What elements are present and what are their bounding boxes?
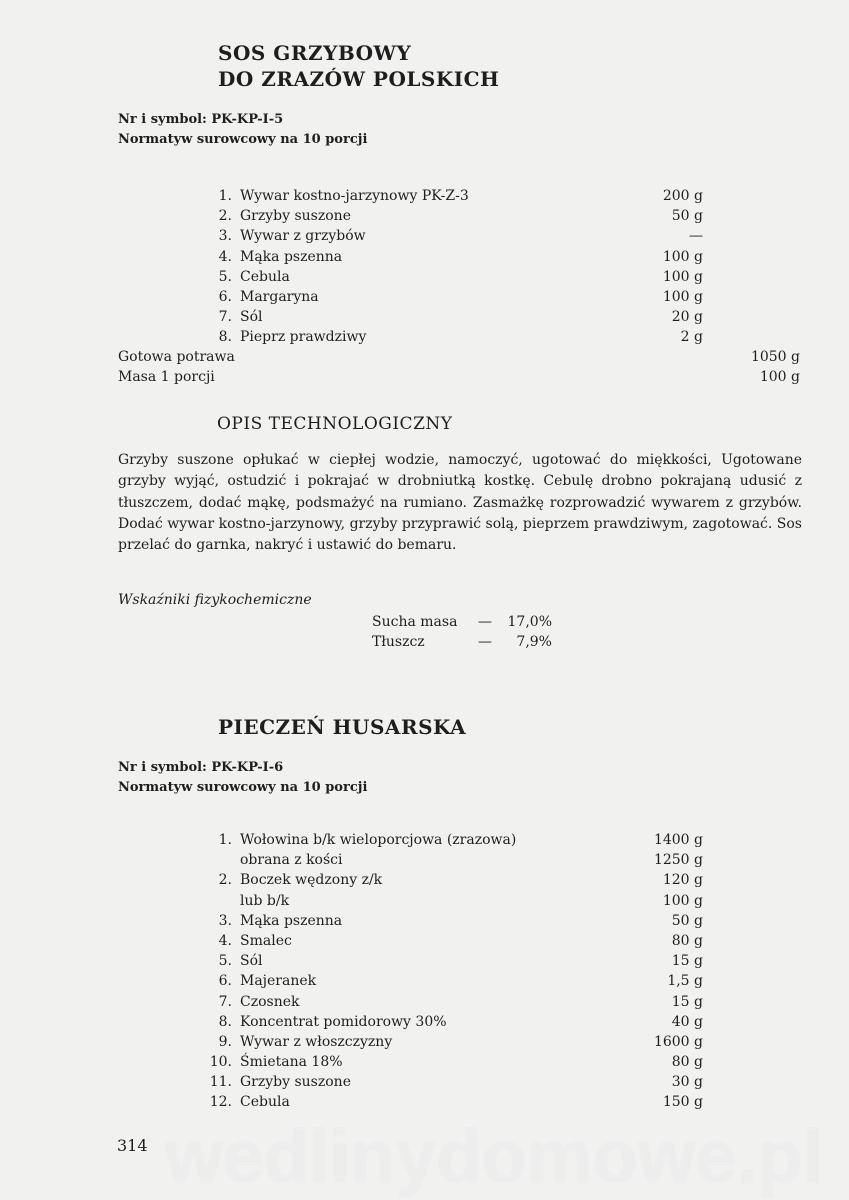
portion-weight-row [0, 367, 849, 387]
ingredient-number: 6. [218, 288, 232, 305]
ingredient-row [0, 951, 849, 971]
portion-value: 100 g [759, 369, 800, 386]
ingredient-row [0, 1072, 849, 1092]
ingredient-quantity: 120 g [662, 872, 703, 889]
ingredient-row [0, 931, 849, 951]
ingredient-quantity: 20 g [671, 309, 703, 326]
ingredient-quantity: 1400 g [653, 832, 703, 848]
ingredient-name: Majeranek [240, 973, 317, 990]
ingredient-quantity: 50 g [671, 208, 703, 225]
ingredient-quantity: 100 g [662, 248, 703, 265]
ingredient-quantity: 40 g [671, 1013, 703, 1030]
ingredient-quantity: 80 g [671, 932, 703, 949]
recipe-symbol: Nr i symbol: PK-KP-I-5 [118, 112, 284, 127]
ingredient-number: 4. [218, 248, 232, 265]
ingredient-quantity: 30 g [671, 1074, 703, 1091]
ingredient-number: 1. [218, 188, 232, 204]
ingredient-quantity: 200 g [662, 188, 703, 204]
ingredient-name: Wywar z grzybów [240, 228, 366, 245]
recipe1-title [218, 40, 499, 92]
ingredient-number: 3. [218, 912, 232, 929]
ingredient-name: Koncentrat pomidorowy 30% [240, 1013, 447, 1030]
ingredient-row [0, 1092, 849, 1112]
page-number: 314 [117, 1136, 148, 1155]
yield-block [0, 347, 849, 387]
recipe2-title: PIECZEŃ HUSARSKA [218, 715, 467, 739]
indicator-value: 17,0% [507, 614, 552, 630]
title-line-2: DO ZRAZÓW POLSKICH [218, 67, 500, 91]
ingredient-number: 2. [218, 872, 232, 889]
ingredient-name: Cebula [240, 1094, 290, 1111]
ingredient-row [0, 247, 849, 267]
ingredient-number: 7. [218, 309, 232, 326]
ingredient-number: 10. [209, 1054, 232, 1071]
ingredient-number: 8. [218, 1013, 232, 1030]
ingredient-name: Margaryna [240, 288, 319, 305]
indicators-list [372, 612, 552, 652]
ingredient-quantity: 1,5 g [667, 973, 703, 990]
portion-label: Masa 1 porcji [118, 369, 215, 386]
ingredient-name: Grzyby suszone [240, 1074, 351, 1091]
ingredient-row [0, 287, 849, 307]
ingredient-number: 2. [218, 208, 232, 225]
ingredient-row [0, 891, 849, 911]
indicator-value: 7,9% [516, 634, 552, 650]
ingredient-quantity: 100 g [662, 288, 703, 305]
ingredient-row [0, 992, 849, 1012]
ingredient-quantity: 100 g [662, 892, 703, 909]
indicator-row [372, 632, 552, 652]
ingredient-quantity: 80 g [671, 1054, 703, 1071]
ready-weight-row [0, 347, 849, 367]
ingredient-quantity: 2 g [680, 329, 703, 346]
ingredient-quantity: 1250 g [653, 852, 703, 869]
ingredient-name: Boczek wędzony z/k [240, 872, 383, 889]
ingredient-number: 11. [209, 1074, 232, 1091]
ingredient-name: obrana z kości [240, 852, 343, 869]
indicator-dash: — [478, 614, 492, 630]
ingredient-name: Sól [240, 953, 263, 970]
ingredient-row [0, 971, 849, 991]
ingredient-quantity: — [689, 228, 703, 245]
ingredient-name: Wywar z włoszczyzny [240, 1033, 393, 1050]
ingredient-list-1 [0, 186, 849, 348]
title-line-1: SOS GRZYBOWY [218, 41, 412, 65]
ingredient-name: lub b/k [240, 892, 290, 909]
ingredient-number: 7. [218, 993, 232, 1010]
description-paragraph: Grzyby suszone opłukać w ciepłej wodzie, namoczyć, ugotować do miękkości, Ugotowane grzyby wyjąć, ostudzić i pokrajać w drobniutką kostkę. Cebulę drobno pokrajaną udusić z tłuszczem, dodać mąkę, podsmażyć na rumiano. Zasmażkę rozprowadzić wywarem z grzybów. Dodać wywar kostno-jarzynowy, grzyby przyprawić solą, pieprzem prawdziwym, zagotować. Sos przelać do garnka, nakryć i ustawić do bemaru. [118, 452, 802, 554]
ingredient-row [0, 267, 849, 287]
ready-value: 1050 g [750, 349, 800, 365]
ingredient-name: Pieprz prawdziwy [240, 329, 367, 346]
ingredient-number: 1. [218, 832, 232, 848]
ingredient-row [0, 1052, 849, 1072]
ready-label: Gotowa potrawa [118, 349, 235, 365]
ingredient-quantity: 1600 g [653, 1033, 703, 1050]
ingredient-row [0, 830, 849, 850]
ingredient-quantity: 100 g [662, 268, 703, 285]
recipe-norm: Normatyw surowcowy na 10 porcji [118, 780, 368, 795]
ingredient-row [0, 1012, 849, 1032]
ingredient-list-2 [0, 830, 849, 1113]
ingredient-name: Śmietana 18% [240, 1054, 343, 1071]
ingredient-name: Wołowina b/k wieloporcjowa (zrazowa) [240, 832, 517, 848]
indicator-row [372, 612, 552, 632]
ingredient-number: 3. [218, 228, 232, 245]
indicators-heading: Wskaźniki fizykochemiczne [118, 592, 312, 608]
ingredient-number: 5. [218, 953, 232, 970]
ingredient-name: Mąka pszenna [240, 912, 343, 929]
indicator-label: Sucha masa [372, 614, 458, 630]
ingredient-name: Smalec [240, 932, 292, 949]
ingredient-name: Mąka pszenna [240, 248, 343, 265]
ingredient-row [0, 911, 849, 931]
ingredient-number: 8. [218, 329, 232, 346]
ingredient-row [0, 226, 849, 246]
ingredient-quantity: 15 g [671, 993, 703, 1010]
ingredient-row [0, 307, 849, 327]
recipe1-meta [118, 110, 367, 150]
ingredient-name: Czosnek [240, 993, 300, 1010]
ingredient-name: Cebula [240, 268, 290, 285]
ingredient-number: 4. [218, 932, 232, 949]
ingredient-row [0, 186, 849, 206]
indicator-dash: — [478, 634, 492, 650]
watermark: wedlinydomowe.pl [165, 1115, 823, 1198]
ingredient-number: 9. [218, 1033, 232, 1050]
ingredient-number: 12. [209, 1094, 232, 1111]
indicator-label: Tłuszcz [372, 634, 425, 650]
recipe2-meta [118, 758, 367, 798]
section-heading: OPIS TECHNOLOGICZNY [217, 414, 453, 434]
ingredient-number: 6. [218, 973, 232, 990]
recipe-symbol: Nr i symbol: PK-KP-I-6 [118, 760, 284, 775]
ingredient-quantity: 150 g [662, 1094, 703, 1111]
ingredient-row [0, 870, 849, 890]
ingredient-row [0, 1032, 849, 1052]
ingredient-name: Grzyby suszone [240, 208, 351, 225]
ingredient-quantity: 15 g [671, 953, 703, 970]
ingredient-row [0, 850, 849, 870]
ingredient-row [0, 327, 849, 347]
ingredient-name: Sól [240, 309, 263, 326]
ingredient-quantity: 50 g [671, 912, 703, 929]
ingredient-name: Wywar kostno-jarzynowy PK-Z-3 [240, 188, 469, 204]
ingredient-row [0, 206, 849, 226]
recipe-norm: Normatyw surowcowy na 10 porcji [118, 132, 368, 147]
ingredient-number: 5. [218, 268, 232, 285]
